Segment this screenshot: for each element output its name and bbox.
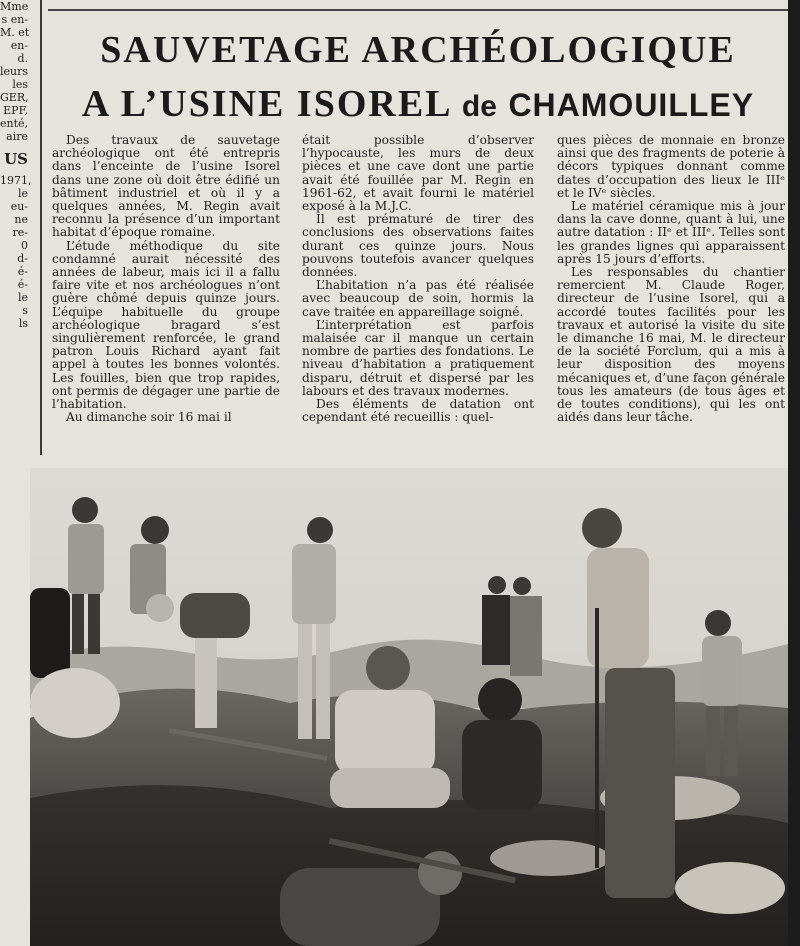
paragraph: Les responsables du chantier remercient M. Claude Roger, directeur de l’usine Isorel, qui a accordé toutes facilités pour les travaux et autorisé la visite du site le dimanche 16 mai, M. le directeur de la société Forclum, qui a mis à leur disposition des moyens mécaniques et, d’une façon générale tous les amateurs (de tous âges et de toutes conditions), qui les ont aidés dans leur tâche. bbox=[557, 265, 785, 425]
fragment: ne bbox=[14, 213, 28, 226]
column-rule bbox=[40, 0, 42, 455]
paragraph: ques pièces de monnaie en bronze ainsi que des fragments de poterie à décors typiques donnant comme dates d’occupation des lieux le IIIᵉ et le IVᵉ siècles. bbox=[557, 133, 785, 200]
fragment: eu- bbox=[10, 200, 28, 213]
article-column-3 bbox=[557, 134, 785, 424]
headline-line-1: SAUVETAGE ARCHÉOLOGIQUE bbox=[100, 29, 736, 71]
adjacent-column-fragments bbox=[0, 0, 30, 420]
fragment: 0 bbox=[21, 239, 28, 252]
fragment: 1971, bbox=[0, 174, 32, 187]
paragraph: Il est prématuré de tirer des conclusions des observations faites durant ces quinze jours. Nous pouvons toutefois avancer quelques données. bbox=[302, 212, 534, 280]
article-column-2 bbox=[302, 134, 534, 424]
fragment: EPF, bbox=[3, 104, 28, 117]
headline-de: de bbox=[461, 90, 497, 123]
fragment: US bbox=[4, 150, 28, 168]
paragraph: L’interprétation est parfois malaisée car il manque un certain nombre de parties des fondations. Le niveau d’habitation a pratiquement disparu, détruit et dispersé par les labours et des travaux modernes. bbox=[302, 317, 534, 398]
fragment: le bbox=[17, 291, 28, 304]
page-edge bbox=[788, 0, 800, 946]
paragraph: Le matériel céramique mis à jour dans la cave donne, quant à lui, une autre datation : IIᵉ et IIIᵉ. Telles sont les grandes lignes qui apparaissent après 15 jours d’efforts. bbox=[557, 199, 785, 266]
headline-place: CHAMOUILLEY bbox=[508, 87, 755, 123]
paragraph: L’habitation n’a pas été réalisée avec beaucoup de soin, hormis la cave traitée en appareillage soigné. bbox=[302, 278, 534, 319]
headline-line-2 bbox=[48, 82, 788, 126]
fragment: enté, bbox=[0, 117, 29, 130]
fragment: ls bbox=[18, 317, 28, 330]
paragraph: L’étude méthodique du site condamné aurait nécessité des années de labeur, mais ici il a fallu faire vite et nos archéologues n’ont guère chômé depuis quinze jours. L’équipe habituelle du groupe archéologique bragard s’est singulièrement renforcée, le grand patron Louis Richard ayant fait appel à toutes les bonnes volontés. Les fouilles, bien que trop rapides, ont permis de dégager une partie de l’habitation. bbox=[52, 238, 280, 412]
paragraph: Des éléments de datation ont cependant été recueillis : quel- bbox=[302, 397, 534, 425]
fragment: é- bbox=[17, 265, 28, 278]
fragment: re- bbox=[12, 226, 28, 239]
excavation-photo bbox=[30, 468, 788, 946]
fragment: aire bbox=[6, 130, 28, 143]
fragment: d. bbox=[17, 52, 28, 65]
fragment: le bbox=[17, 187, 28, 200]
fragment: s en- bbox=[1, 13, 28, 26]
article-column-1 bbox=[52, 134, 280, 424]
paragraph: Au dimanche soir 16 mai il bbox=[66, 410, 232, 425]
headline-main: A L’USINE ISOREL bbox=[81, 83, 451, 125]
fragment: Mme bbox=[0, 0, 29, 13]
fragment: M. et bbox=[0, 26, 30, 39]
fragment: d- bbox=[17, 252, 28, 265]
paragraph: Des travaux de sauvetage archéologique ont été entrepris dans l’enceinte de l’usine Isorel dans une zone où doit être édifié un bâtiment industriel et où il y a quelques années, M. Regin avait reconnu la présence d’un important habitat d’époque romaine. bbox=[52, 133, 280, 240]
top-rule bbox=[48, 9, 788, 11]
fragment: leurs bbox=[0, 65, 29, 78]
fragment: GER, bbox=[0, 91, 29, 104]
fragment: é- bbox=[17, 278, 28, 291]
paragraph: était possible d’observer l’hypocauste, les murs de deux pièces et une cave dont une partie avait été fouillée par M. Regin en 1961-62, et avait fourni le matériel exposé à la M.J.C. bbox=[302, 133, 534, 214]
fragment: en- bbox=[10, 39, 28, 52]
fragment: les bbox=[12, 78, 28, 91]
fragment: s bbox=[22, 304, 28, 317]
